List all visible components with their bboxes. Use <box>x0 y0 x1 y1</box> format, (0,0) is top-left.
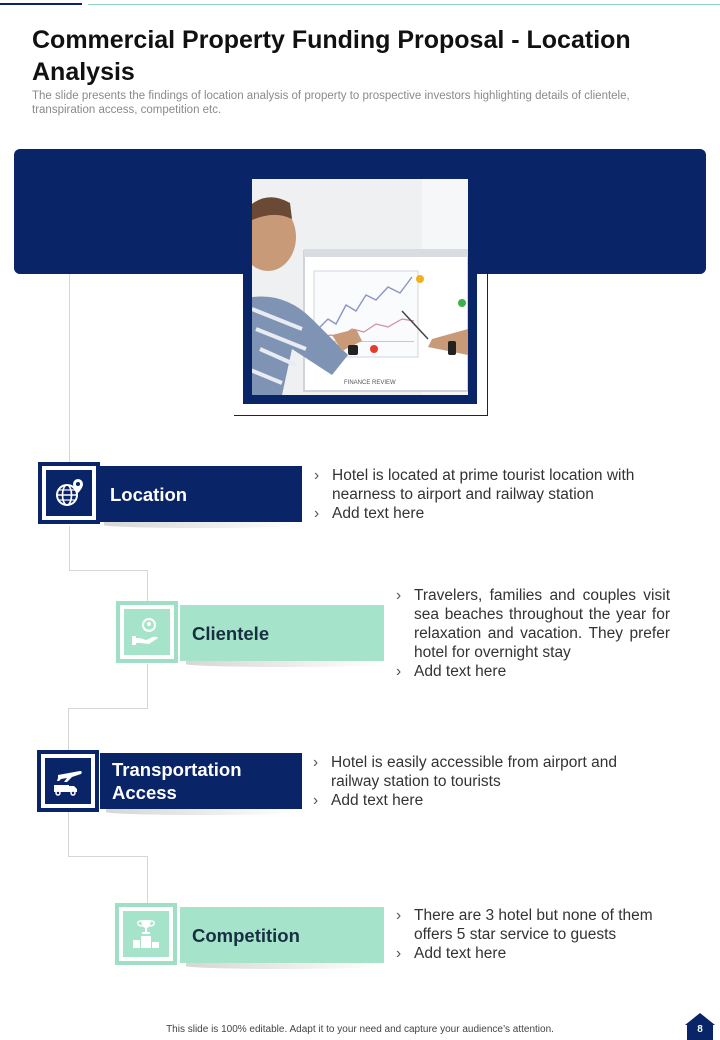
footer-note: This slide is 100% editable. Adapt it to your need and capture your audience’s attention. <box>166 1024 554 1035</box>
label-shadow <box>106 809 300 815</box>
list-item: › There are 3 hotel but none of them offers 5 star service to guests <box>396 906 676 944</box>
competition-bullets <box>396 906 676 963</box>
page-subtitle: The slide presents the findings of location analysis of property to prospective investors highlighting details of clientele, transpiration access, competition etc. <box>32 90 630 116</box>
location-icon-box <box>38 462 100 524</box>
label-shadow <box>186 661 382 667</box>
timeline-line <box>69 570 147 571</box>
list-item: › Add text here <box>313 791 643 810</box>
hand-person-icon <box>124 609 170 655</box>
timeline-line <box>147 856 148 904</box>
photo-caption: FINANCE REVIEW <box>344 380 396 386</box>
business-review-photo <box>252 179 468 395</box>
list-item: › Add text here <box>396 662 670 681</box>
trophy-podium-icon <box>123 911 169 957</box>
timeline-line <box>147 570 148 602</box>
timeline-line <box>68 812 69 856</box>
page-title: Commercial Property Funding Proposal - Location Analysis <box>32 26 631 86</box>
top-rule <box>88 4 720 5</box>
label-shadow <box>104 522 300 528</box>
label-shadow <box>186 963 382 969</box>
list-item: › Hotel is easily accessible from airport and railway station to tourists <box>313 753 643 791</box>
clientele-bullets <box>396 586 670 681</box>
list-item: › Hotel is located at prime tourist location with nearness to airport and railway station <box>314 466 674 504</box>
list-item: › Add text here <box>396 944 676 963</box>
transportation-bullets <box>313 753 643 810</box>
page-number: 8 <box>697 1024 703 1035</box>
clientele-icon-box <box>116 601 178 663</box>
transportation-icon-box <box>37 750 99 812</box>
timeline-line <box>68 708 148 709</box>
clientele-label: Clientele <box>180 605 384 661</box>
plane-truck-icon <box>45 758 91 804</box>
timeline-line <box>68 708 69 750</box>
list-item: › Travelers, families and couples visit sea beaches throughout the year for relaxation and vacation. They prefer hotel for overnight stay <box>396 586 670 662</box>
transportation-label: Transportation Access <box>100 753 302 809</box>
timeline-line <box>69 526 70 570</box>
competition-icon-box <box>115 903 177 965</box>
globe-pin-icon <box>46 470 92 516</box>
location-bullets <box>314 466 674 523</box>
top-accent-line <box>0 3 82 5</box>
competition-label: Competition <box>180 907 384 963</box>
list-item: › Add text here <box>314 504 674 523</box>
location-label: Location <box>98 466 302 522</box>
timeline-line <box>69 274 70 466</box>
timeline-line <box>68 856 148 857</box>
timeline-line <box>147 664 148 708</box>
